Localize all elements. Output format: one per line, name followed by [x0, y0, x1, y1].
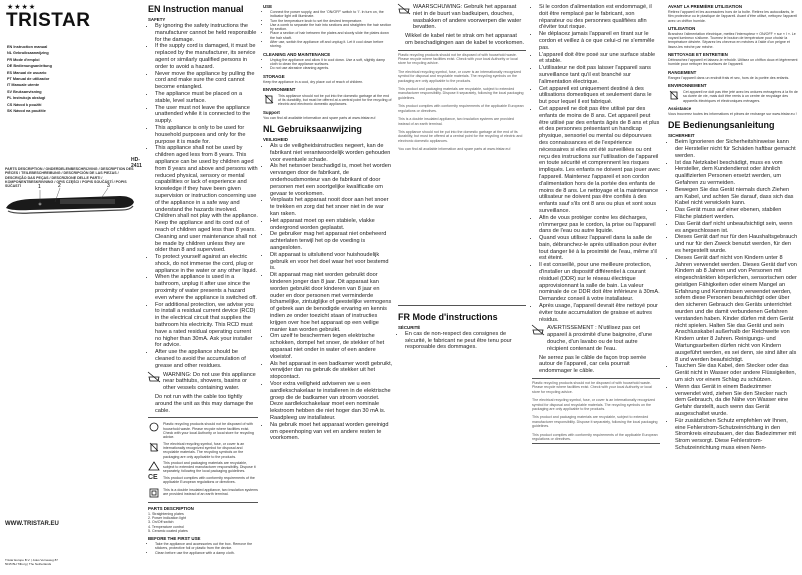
list-item: • Cet appareil est uniquement destiné à des utilisations domestiques et seulement dans le but pour lequel il est fabriqué. — [539, 86, 660, 106]
list-item: • Für zusätzlichen Schutz empfehlen wir Ihnen, eine Fehlerstrom-Schutzeinrichtung in den Stromkreis einzubauen, der das Badezimmer mit Strom versorgt. Diese Fehlerstrom-Schutzeinrichtung muss einen Nenn- — [675, 418, 798, 452]
list-item: • Afin de vous protéger contre les décharges, n'immergez pas le cordon, la prise ou l'appareil dans de l'eau ou autre liquide. — [539, 215, 660, 235]
list-item: • This appliance is only to be used for household purposes and only for the purpose it is made for. — [155, 125, 258, 145]
symbol-text: The electrical recycling symbol, fuse, or cover is an internationally recognized symbol for disposal and recyclable materials. The recycling symbols on the packaging are only applicable to the products. — [398, 69, 522, 83]
part-item: 2. Power indication light — [148, 515, 186, 520]
list-item: • Never move the appliance by pulling the cord and make sure the cord cannot become entangled. — [155, 71, 258, 91]
list-item: • Connect the power supply, and the 'ON/OFF' switch to 'I'. In turn on, the indicator light will illuminate. — [270, 10, 393, 19]
support-heading: Support — [263, 109, 280, 115]
list-item: • Cet appareil ne doit pas être utilisé par des enfants de moins de 8 ans. Cet appareil peut être utilisé par des enfants âgés de 8 ans et plus et des personnes présentant un handicap physique, sensoriel ou mental ou dépourvues des connaissances et de l'expérience nécessaires si elles ont été surveillées ou ont reçu des instructions sur l'utilisation de l'appareil en toute sécurité et comprennent les risques impliqués. Les enfants ne doivent pas jouer avec l'appareil. Maintenez l'appareil et son cordon d'alimentation hors de la portée des enfants de moins de 8 ans. Le nettoyage et la maintenance utilisateur ne doivent pas être confiés à des enfants sauf s'ils ont 8 ans ou plus et sont sous surveillance. — [539, 106, 660, 215]
language-item: FR Mode d'emploi — [7, 57, 40, 62]
list-item: • Das Gerät darf nicht unbeaufsichtigt sein, wenn es angeschlossen ist. — [675, 221, 798, 235]
weee-bin-icon — [263, 94, 275, 104]
symbol-row — [148, 473, 258, 486]
nl-safety-heading: VEILIGHEID — [263, 137, 288, 143]
environment-text: This appliance should not be put into the domestic garbage at the end of its durability, but must be offered at a central point for the recycling of electric and electronic domestic appliances. — [278, 93, 392, 107]
english-column — [148, 0, 258, 575]
list-item: • After use, switch the appliance off and unplug it. Let it cool down before storing. — [270, 40, 393, 49]
environment-heading: ENVIRONMENT — [263, 86, 296, 92]
fr-before-text: Retirez l'appareil et les accessoires hors de la boîte. Retirez les autocollants, le film protecteur ou le plastique de l'appareil. Avant d'être utilisé, nettoyez l'appareil avec un chiffon humide. — [668, 10, 798, 23]
nl-fr-column — [398, 0, 526, 575]
list-item: • Voor extra veiligheid adviseren we u een aardlekschakelaar te installeren in de elektrische groep die de badkamer van stroom voorziet. Deze aardlekschakelaar moet een nominale lekstroom hebben die niet hoger dan 30 mA is. Raadpleeg uw installateur. — [270, 381, 393, 422]
fr-before-heading: AVANT LA PREMIÈRE UTILISATION — [668, 4, 742, 9]
bathtub-warning-icon — [398, 4, 410, 14]
use-heading: USE — [263, 4, 273, 9]
symbol-row — [148, 488, 258, 498]
list-item: • This appliance shall not be used by children aged less from 8 years. This appliance can be used by children aged from 8 years and above and persons with reduced physical, sensory or mental capabilities or lack of experience and knowledge if they have been given supervision or instruction concerning use of the appliance in a safe way and understand the hazards involved. Children shall not play with the appliance. Keep the appliance and its cord out of reach of children aged less than 8 years. Cleaning and user maintenance shall not be made by children unless they are older than 8 and supervised. — [155, 145, 258, 254]
list-item: • Après usage, l'appareil devrait être nettoyé pour éviter toute accumulation de graisse et autres résidus. — [539, 303, 660, 323]
fr-cleaning-heading: NETTOYAGE ET ENTRETIEN — [668, 52, 728, 58]
fr-support-heading: Assistance — [668, 105, 692, 111]
list-item: • For additional protection, we advise you to install a residual current device (RCD) in the electrical circuit that supplies the bathroom his electricity. This RCD must have a rated residual operating current no higher than 30mA. Ask your installer for advice. — [155, 302, 258, 350]
symbols-block — [148, 417, 258, 502]
parts-heading-multilang: PARTS DESCRIPTION / ONDERDELENBESCHRIJVING / DESCRIPTION DES PIÈCES / TEILEBESCHREIBUNG / DESCRIPCIÓN DE LAS PIEZAS / DESCRIÇÃO DAS PEÇAS / DESCRIZIONE DELLE PARTI / KOMPONENTBESKRIVNING / OPIS CZĘŚCI / POPIS SOUČÁSTÍ / POPIS SÚČASTÍ — [5, 167, 134, 189]
cover-column — [0, 0, 140, 575]
list-item: • L'appareil doit être posé sur une surface stable et stable. — [539, 52, 660, 66]
cable-warning: Do not run with the cable too tightly around the unit as this may damage the cable. — [155, 394, 254, 414]
warning-text: AVERTISSEMENT : N'utilisez pas cet appareil à proximité d'une baignoire, d'une douche, d'un lavabo ou de tout autre récipient contenant de l'eau. — [547, 325, 653, 352]
list-item: • Take the appliance and accessories out the box. Remove the stickers, protective foil or plastic from the device. — [155, 542, 258, 551]
part-item: 3. On/Off switch — [148, 520, 174, 525]
language-item: PL Instrukcja obsługi — [7, 96, 46, 101]
fr-de-column — [668, 0, 798, 575]
callout-label: 1 — [38, 184, 41, 190]
model-number: HD-2411 — [131, 157, 142, 169]
fr-environment-heading: ENVIRONNEMENT — [668, 82, 707, 88]
cable-warning: Ne serrez pas le câble de façon trop serrée autour de l'appareil, car cela pourrait endommager le câble. — [539, 354, 647, 375]
list-item: • Das Gerät muss auf einer ebenen, stabilen Fläche platziert werden. — [675, 207, 798, 221]
list-item: • Turn the temperature knob to set the desired temperature. — [270, 19, 393, 23]
list-item: • Unplug the appliance and allow it to cool down. Use a soft, slightly damp cloth to clean the appliance surfaces. — [270, 58, 393, 67]
weee-bin-icon — [668, 90, 680, 100]
symbol-row — [148, 461, 258, 474]
list-item: • Dit apparaat is uitsluitend voor huishoudelijk gebruik en voor het doel waar het voor bestemd is. — [270, 252, 393, 272]
list-item: • Do not use abrasive cleaning agents. — [270, 66, 393, 70]
list-item: • Ne déplacez jamais l'appareil en tirant sur le cordon et veillez à ce que celui-ci ne s'emmêle pas. — [539, 31, 660, 51]
section-title-nl: NL Gebruiksaanwijzing — [263, 124, 362, 135]
list-item: • Il est conseillé, pour une meilleure protection, d'installer un dispositif différentiel à courant résiduel (DDR) sur le réseau électrique approvisionnant la salle de bain. La valeur nominale de ce DDR doit être inférieure à 30mA. Demandez conseil à votre installateur. — [539, 262, 660, 303]
storage-heading: STORAGE — [263, 73, 285, 79]
list-item: • Na gebruik moet het apparaat worden gereinigd om opeenhoping van vet en andere resten te voorkomen. — [270, 422, 393, 442]
list-item: • Verplaats het apparaat nooit door aan het snoer te trekken en zorg dat het snoer niet in de war kan raken. — [270, 197, 393, 217]
language-item: SV Bruksanvisning — [7, 89, 42, 94]
list-item: • The user must not leave the appliance unattended while it is connected to the supply. — [155, 105, 258, 125]
cleaning-heading: CLEANING AND MAINTENANCE — [263, 51, 331, 57]
environment-text: This appliance should not be put into the domestic garbage at the end of its durability, but must be offered at a central point for the recycling of electric and electronic domestic appliances. — [398, 130, 523, 143]
callout-label: 3 — [107, 183, 110, 189]
company-address: Tristar Europe B.V. | Jules Verneweg 87 5015 BH Tilburg | The Netherlands — [5, 558, 58, 566]
part-item: 1. Straightening plates — [148, 511, 184, 516]
language-item: IT Manuale utente — [7, 83, 40, 88]
fr-use-heading: UTILISATION — [668, 25, 696, 31]
fr-symbols-block — [532, 378, 660, 444]
language-item: SK Návod na použitie — [7, 109, 46, 114]
fr-column — [532, 0, 660, 575]
list-item: • After use the appliance should be cleaned to avoid the accumulation of grease and other residues. — [155, 349, 258, 369]
list-item: • Place a section of hair between the plates and slowly slide the plates down the hair shaft. — [270, 31, 393, 40]
list-item: • Tauchen Sie das Kabel, den Stecker oder das Gerät nicht in Wasser oder andere Flüssigkeiten, um sich vor einem Schlag zu schützen. — [675, 363, 798, 383]
nl-symbols-block — [398, 50, 526, 306]
hair-straightener-illustration — [0, 178, 140, 238]
support-text: You can find all available information and spare parts at www.tristar.eu! — [263, 115, 376, 120]
section-title-fr: FR Mode d'instructions — [398, 311, 498, 322]
cleaning-list — [263, 58, 393, 71]
list-item: • Wenn das Gerät in einem Badezimmer verwendet wird, ziehen Sie den Stecker nach dem Gebrauch, da die Nähe von Wasser eine Gefahr darstellt, auch wenn das Gerät ausgeschaltet wurde. — [675, 384, 798, 418]
brand-logo: TRISTAR — [6, 10, 91, 31]
symbol-text: This is a double insulated appliance, two insulation systems are provided instead of an earth terminal. — [163, 487, 258, 496]
nl-safety-list — [263, 143, 393, 442]
brand-stars: ★★★★ — [7, 4, 37, 11]
language-item: DE Bedienungsanleitung — [7, 64, 52, 69]
list-item: • The appliance must be placed on a stable, level surface. — [155, 91, 258, 105]
symbol-text: Plastic recycling products should not be disposed of with household waste. Please recycle where facilities exist. Check with your local Authority or local store for recycling advice. — [532, 381, 652, 394]
double-insulation-icon — [148, 488, 160, 498]
ce-mark-icon: CE — [148, 473, 158, 481]
symbol-row — [148, 422, 258, 439]
symbol-text: The electrical recycling symbol, fuse, or cover is an internationally recognized symbol for disposal and recyclable materials. The recycling symbols on the packaging are only applicable to the products. — [532, 398, 656, 411]
de-safety-list — [668, 139, 798, 452]
section-title-en: EN Instruction manual — [148, 4, 244, 14]
list-item: • Beim Ignorieren der Sicherheitshinweise kann der Hersteller nicht für Schäden haftbar gemacht werden. — [675, 139, 798, 159]
list-item: • Dit apparaat mag niet worden gebruikt door kinderen jonger dan 8 jaar. Dit apparaat kan worden gebruikt door kinderen van 8 jaar en ouder en door personen met verminderde lichamelijke, zintuiglijke of geestelijke vermogens of gebrek aan de benodigde ervaring en kennis indien ze onder toezicht staan of instructies krijgen over hoe het apparaat op een veilige manier kan worden gebruikt. — [270, 272, 393, 333]
language-item: PT Manual de utilizador — [7, 77, 50, 82]
language-item: EN Instruction manual — [7, 45, 48, 49]
list-item: • Ist das Netzkabel beschädigt, muss es vom Hersteller, dem Kundendienst oder ähnlich qualifizierten Personen ersetzt werden, um Gefahren zu vermeiden. — [675, 160, 798, 187]
language-item: CS Návod k použití — [7, 102, 42, 107]
list-item: • Clean before use the appliance with a damp cloth. — [155, 551, 258, 555]
weee-bin-icon — [148, 442, 160, 452]
before-first-use-heading: BEFORE THE FIRST USE — [148, 536, 201, 542]
list-item: • En cas de non-respect des consignes de sécurité, le fabricant ne peut être tenu pour responsable des dommages. — [405, 331, 526, 351]
list-item: • If the supply cord is damaged, it must be replaced by the manufacturer, its service agent or similarly qualified persons in order to avoid a hazard. — [155, 43, 258, 70]
bathtub-warning-icon — [148, 372, 160, 382]
parts-heading: PARTS DESCRIPTION — [148, 505, 194, 511]
list-item: • Use a comb to separate the hair into sections and straighten the hair section by section. — [270, 23, 393, 32]
language-list — [7, 44, 67, 114]
part-item: 5. Ceramic coated plates — [148, 528, 188, 533]
list-item: • Als u de veiligheidsinstructies negeert, kan de fabrikant niet verantwoordelijk worden gehouden voor eventuele schade. — [270, 143, 393, 163]
symbol-text: This product and packaging materials are recyclable, subject to extended manufacturer responsibility. Dispose it separately, following the local packaging guidelines. — [532, 415, 658, 428]
list-item: • Om uzelf te beschermen tegen elektrische schokken, dompel het snoer, de stekker of het apparaat niet onder in water of een andere vloeistof. — [270, 333, 393, 360]
fr-safety-heading: SÉCURITÉ — [398, 324, 421, 330]
symbol-text: Plastic recycling products should not be disposed of with household waste. Please recycle where facilities exist. Check with your local Authority or local store for recycling advice. — [163, 422, 254, 440]
fr-environment-block — [668, 90, 798, 103]
warning-text: WAARSCHUWING: Gebruik het apparaat niet in de buurt van badkuipen, douches, wasbakken of andere voorwerpen die water bevatten. — [413, 4, 522, 31]
fr-safety-list — [398, 331, 526, 351]
warning-text: WARNING: Do not use this appliance near bathtubs, showers, basins or other vessels containing water. — [163, 371, 256, 392]
environment-block — [263, 94, 393, 107]
list-item: • Het apparaat moet op een stabiele, vlakke ondergrond worden geplaatst. — [270, 218, 393, 232]
fr-storage-heading: RANGEMENT — [668, 69, 697, 75]
fr-use-text: Branchez l'alimentation électrique, mettez l'interrupteur « ON/OFF » sur « I ». Le voyant lumineux s'allume. Tournez le bouton de température pour choisir la température désirée. Séparez les cheveux en mèches à l'aide d'un peigne et lissez-les mèche par mèche. — [668, 31, 796, 49]
list-item: • De gebruiker mag het apparaat niet onbeheerd achterlaten terwijl het op de voeding is aangesloten. — [270, 231, 393, 251]
symbol-text: This is a double insulated appliance, two insulation systems are provided instead of an earth terminal. — [398, 117, 514, 126]
callout-label: 2 — [58, 183, 61, 189]
symbol-text: Plastic recycling products should not be disposed of with household waste. Please recycle where facilities exist. Check with your local Authority or local store for recycling advice. — [398, 52, 518, 66]
parts-list — [148, 512, 258, 533]
list-item: • Quand vous utilisez l'appareil dans la salle de bain, débranchez-le après utilisation pour éviter tout danger lié à la proximité de l'eau, même s'il est éteint. — [539, 235, 660, 262]
packaging-recycle-icon — [148, 461, 160, 471]
part-item: 4. Temperature control — [148, 524, 184, 529]
language-item: ES Manual de usuario — [7, 70, 47, 75]
warning-block — [148, 372, 258, 392]
symbol-text: This product and packaging materials are recyclable, subject to extended manufacturer responsibility. Dispose it separately, following the local packaging guidelines. — [163, 460, 256, 474]
list-item: • Als het apparaat in een badkamer wordt gebruikt, verwijder dan na gebruik de stekker uit het stopcontact. — [270, 361, 393, 381]
list-item: • By ignoring the safety instructions the manufacturer cannot be held responsible for the damage. — [155, 23, 258, 43]
symbol-row — [148, 442, 258, 459]
en-nl-column — [263, 0, 393, 575]
fr-storage-text: Rangez l'appareil dans un endroit frais et sec, hors de la portée des enfants. — [668, 75, 790, 80]
fr-cleaning-text: Débranchez l'appareil et laissez-le refroidir. Utilisez un chiffon doux et légèrement humide pour nettoyer les surfaces de l'appareil. — [668, 58, 798, 67]
safety-heading: SAFETY — [148, 17, 166, 22]
use-list — [263, 10, 393, 49]
symbol-text: The electrical recycling symbol, fuse, or cover is an internationally recognized symbol for disposal and recyclable materials. The recycling symbols on the packaging are only applicable to the products. — [163, 441, 245, 459]
symbol-text: This product complies with conformity requirements of the applicable European regulations or directives. — [398, 104, 524, 113]
recycle-icon — [148, 422, 160, 432]
storage-text: Keep the appliance in a cool, dry place out of reach of children. — [263, 79, 364, 84]
website-link[interactable]: WWW.TRISTAR.EU — [5, 521, 59, 527]
cable-warning: Wikkel de kabel niet te strak om het apparaat om beschadigingen aan de kabel te voorkomen. — [405, 33, 525, 46]
list-item: • Bewegen Sie das Gerät niemals durch Ziehen am Kabel, und achten Sie darauf, dass sich das Kabel nicht verwickeln kann. — [675, 187, 798, 207]
nl-warning-block — [398, 4, 526, 31]
before-list — [148, 542, 258, 555]
list-item: • Als het netsnoer beschadigd is, moet het worden vervangen door de fabrikant, de onderhoudsmonteur van de fabrikant of door personen met een soortgelijke kwalificatie om gevaar te voorkomen. — [270, 163, 393, 197]
symbol-text: This product complies with conformity requirements of the applicable European regulations or directives. — [532, 432, 658, 441]
fr-warning-block — [532, 325, 660, 352]
symbol-text: This product and packaging materials are recyclable, subject to extended manufacturer responsibility. Dispose it separately, following the local packaging guidelines. — [398, 87, 524, 100]
list-item: • L'utilisateur ne doit pas laisser l'appareil sans surveillance tant qu'il est branché sur l'alimentation électrique. — [539, 65, 660, 85]
list-item: • Dieses Gerät darf nicht von Kindern unter 8 Jahren verwendet werden. Dieses Gerät darf von Kindern ab 8 Jahren und von Personen mit eingeschränkten körperlichen, sensorischen oder geistigen Fähigkeiten oder einem Mangel an Erfahrung und Kenntnissen verwendet werden, sofern diese Personen beaufsichtigt oder über den sicheren Gebrauch des Geräts unterrichtet wurden und die damit verbundenen Gefahren verstanden haben. Kinder dürfen mit dem Gerät nicht spielen. Halten Sie das Gerät und sein Anschlusskabel außerhalb der Reichweite von Kindern unter 8 Jahren. Reinigungs- und Wartungsarbeiten dürfen nicht von Kindern ausgeführt werden, es sei denn, sie sind älter als 8 und werden beaufsichtigt. — [675, 255, 798, 364]
support-text: You can find all available information and spare parts at www.tristar.eu! — [398, 147, 511, 152]
list-item: • Dieses Gerät darf nur für den Haushaltsgebrauch und nur für den Zweck benutzt werden, für den es hergestellt wurde. — [675, 234, 798, 254]
section-title-de: DE Bedienungsanleitung — [668, 120, 775, 131]
list-item: • Si le cordon d'alimentation est endommagé, il doit être remplacé par le fabricant, son réparateur ou des personnes qualifiées afin d'éviter tout risque. — [539, 4, 660, 31]
bathtub-warning-icon — [532, 325, 544, 335]
list-item: • When the appliance is used in a bathroom, unplug it after use since the proximity of water presents a hazard even where the appliance is switched off. — [155, 274, 258, 301]
fr-safety-list-cont — [532, 4, 660, 323]
symbol-text: This product complies with conformity requirements of the applicable European regulations or directives. — [163, 475, 255, 484]
fr-support-text: Vous trouverez toutes les informations et pièces de rechange sur www.tristar.eu ! — [668, 111, 797, 116]
list-item: • To protect yourself against an electric shock, do not immerse the cord, plug or appliance in the water or any other liquid. — [155, 254, 258, 274]
de-safety-heading: SICHERHEIT — [668, 133, 695, 139]
safety-list — [148, 23, 258, 370]
language-item: NL Gebruiksaanwijzing — [7, 51, 49, 56]
environment-text: Cet appareil ne doit pas être jeté avec les ordures ménagères à la fin de sa durée de vie, mais doit être remis à un centre de recyclage des appareils électriques et électroniques ménagers. — [683, 89, 798, 103]
